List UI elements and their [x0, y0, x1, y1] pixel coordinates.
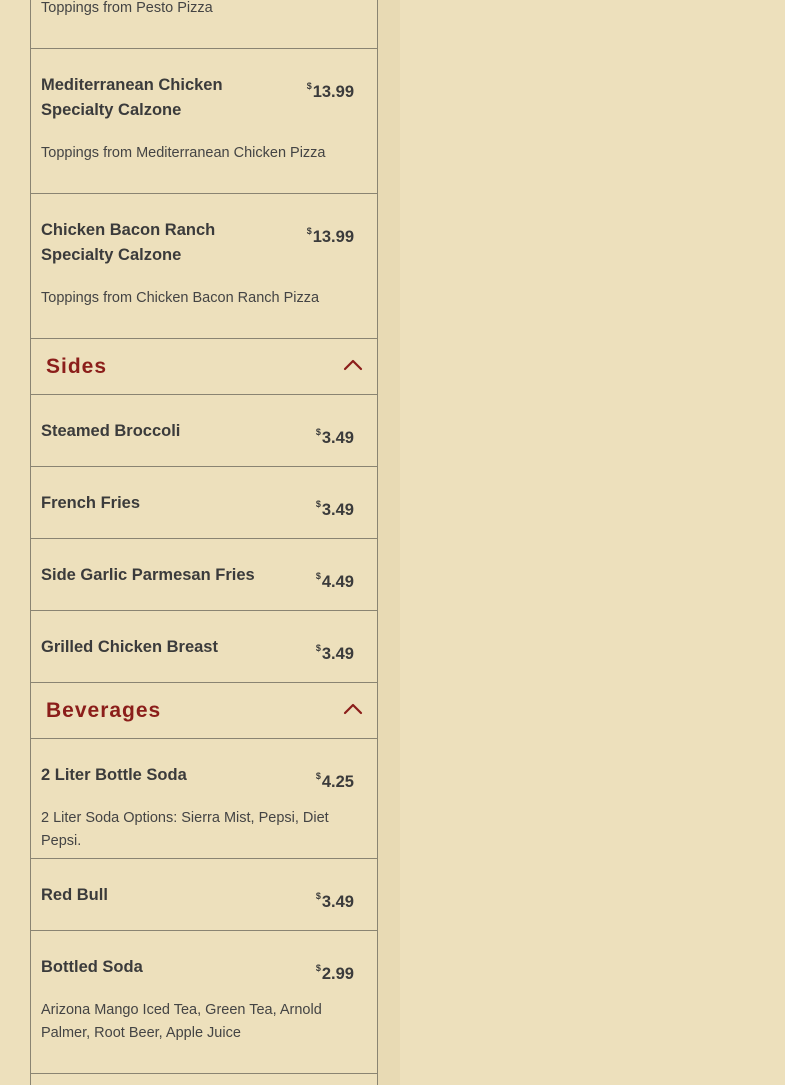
item-price: $2.99 [315, 963, 354, 983]
menu-item-mediterranean-calzone[interactable] [31, 49, 377, 194]
menu-item-garlic-parmesan-fries[interactable] [31, 539, 377, 611]
menu-item-pesto-calzone[interactable] [31, 0, 377, 49]
menu-item-chicken-bacon-ranch-calzone[interactable] [31, 194, 377, 339]
item-description: 2 Liter Soda Options: Sierra Mist, Pepsi, Diet Pepsi. [41, 810, 329, 849]
item-name: Grilled Chicken Breast [41, 638, 218, 656]
item-description: Arizona Mango Iced Tea, Green Tea, Arnold Palmer, Root Beer, Apple Juice [41, 1002, 322, 1041]
section-header-beverages[interactable] [31, 683, 377, 739]
section-title: Beverages [46, 699, 162, 722]
menu-item-grilled-chicken-breast[interactable] [31, 611, 377, 683]
item-price: $13.99 [306, 226, 354, 246]
menu-item-2-liter-soda[interactable] [31, 739, 377, 859]
item-price: $3.49 [315, 643, 354, 663]
item-price: $3.49 [315, 427, 354, 447]
item-description: Toppings from Pesto Pizza [41, 0, 213, 16]
item-name: Side Garlic Parmesan Fries [41, 566, 255, 584]
item-name: Mediterranean Chicken Specialty Calzone [41, 76, 223, 119]
item-name: 2 Liter Bottle Soda [41, 766, 187, 784]
chevron-up-icon[interactable] [343, 359, 363, 371]
item-price: $4.25 [315, 771, 354, 791]
section-header-sides[interactable] [31, 339, 377, 395]
chevron-up-icon[interactable] [343, 703, 363, 715]
menu-item-french-fries[interactable] [31, 467, 377, 539]
item-name: Bottled Soda [41, 958, 143, 976]
menu-item-next[interactable] [31, 1074, 377, 1085]
item-price: $13.99 [306, 81, 354, 101]
item-name: Red Bull [41, 886, 108, 904]
item-description: Toppings from Chicken Bacon Ranch Pizza [41, 290, 320, 306]
item-name: Chicken Bacon Ranch Specialty Calzone [41, 221, 216, 264]
item-price: $3.49 [315, 499, 354, 519]
menu-item-red-bull[interactable] [31, 859, 377, 931]
menu-column [30, 0, 378, 1085]
item-name: French Fries [41, 494, 141, 512]
section-title: Sides [46, 355, 108, 378]
item-price: $3.49 [315, 891, 354, 911]
item-description: Toppings from Mediterranean Chicken Pizza [41, 145, 326, 161]
item-name: Steamed Broccoli [41, 422, 181, 440]
item-price: $4.49 [315, 571, 354, 591]
menu-item-bottled-soda[interactable] [31, 931, 377, 1074]
menu-item-steamed-broccoli[interactable] [31, 395, 377, 467]
side-panel [378, 0, 400, 1085]
